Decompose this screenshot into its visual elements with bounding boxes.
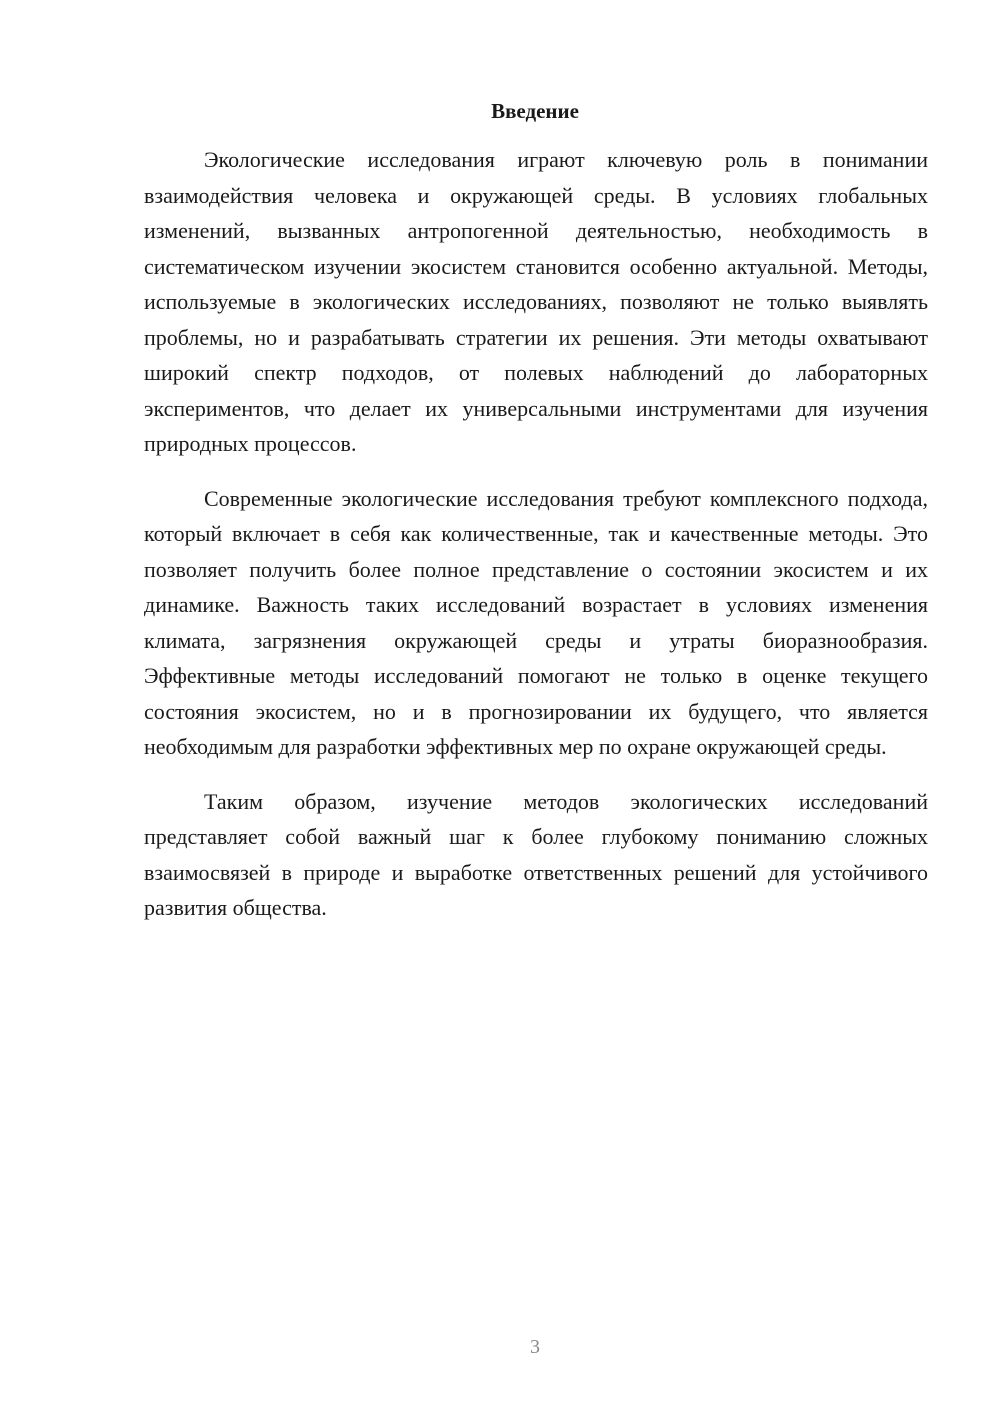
page-number: 3: [530, 1336, 540, 1358]
paragraph-2: Современные экологические исследования требуют комплексного подхода, который включает в себя как количественные, так и качественные методы. Это позволяет получить более полное представление о состоянии экосистем и их динамике. Важность таких исследований возрастает в условиях изменения климата, загрязнения окружающей среды и утраты биоразнообразия. Эффективные методы исследований помогают не только в оценке текущего состояния экосистем, но и в прогнозировании их будущего, что является необходимым для разработки эффективных мер по охране окружающей среды.: [144, 485, 928, 759]
body-text: [144, 142, 928, 926]
paragraph-3: Таким образом, изучение методов экологических исследований представляет собой важный шаг к более глубокому пониманию сложных взаимосвязей в природе и выработке ответственных решений для устойчивого развития общества.: [144, 788, 928, 920]
paragraph-1: Экологические исследования играют ключевую роль в понимании взаимодействия человека и окружающей среды. В условиях глобальных изменений, вызванных антропогенной деятельностью, необходимость в систематическом изучении экосистем становится особенно актуальной. Методы, используемые в экологических исследованиях, позволяют не только выявлять проблемы, но и разрабатывать стратегии их решения. Эти методы охватывают широкий спектр подходов, от полевых наблюдений до лабораторных экспериментов, что делает их универсальными инструментами для изучения природных процессов.: [144, 147, 928, 456]
section-heading: Введение: [491, 99, 579, 123]
